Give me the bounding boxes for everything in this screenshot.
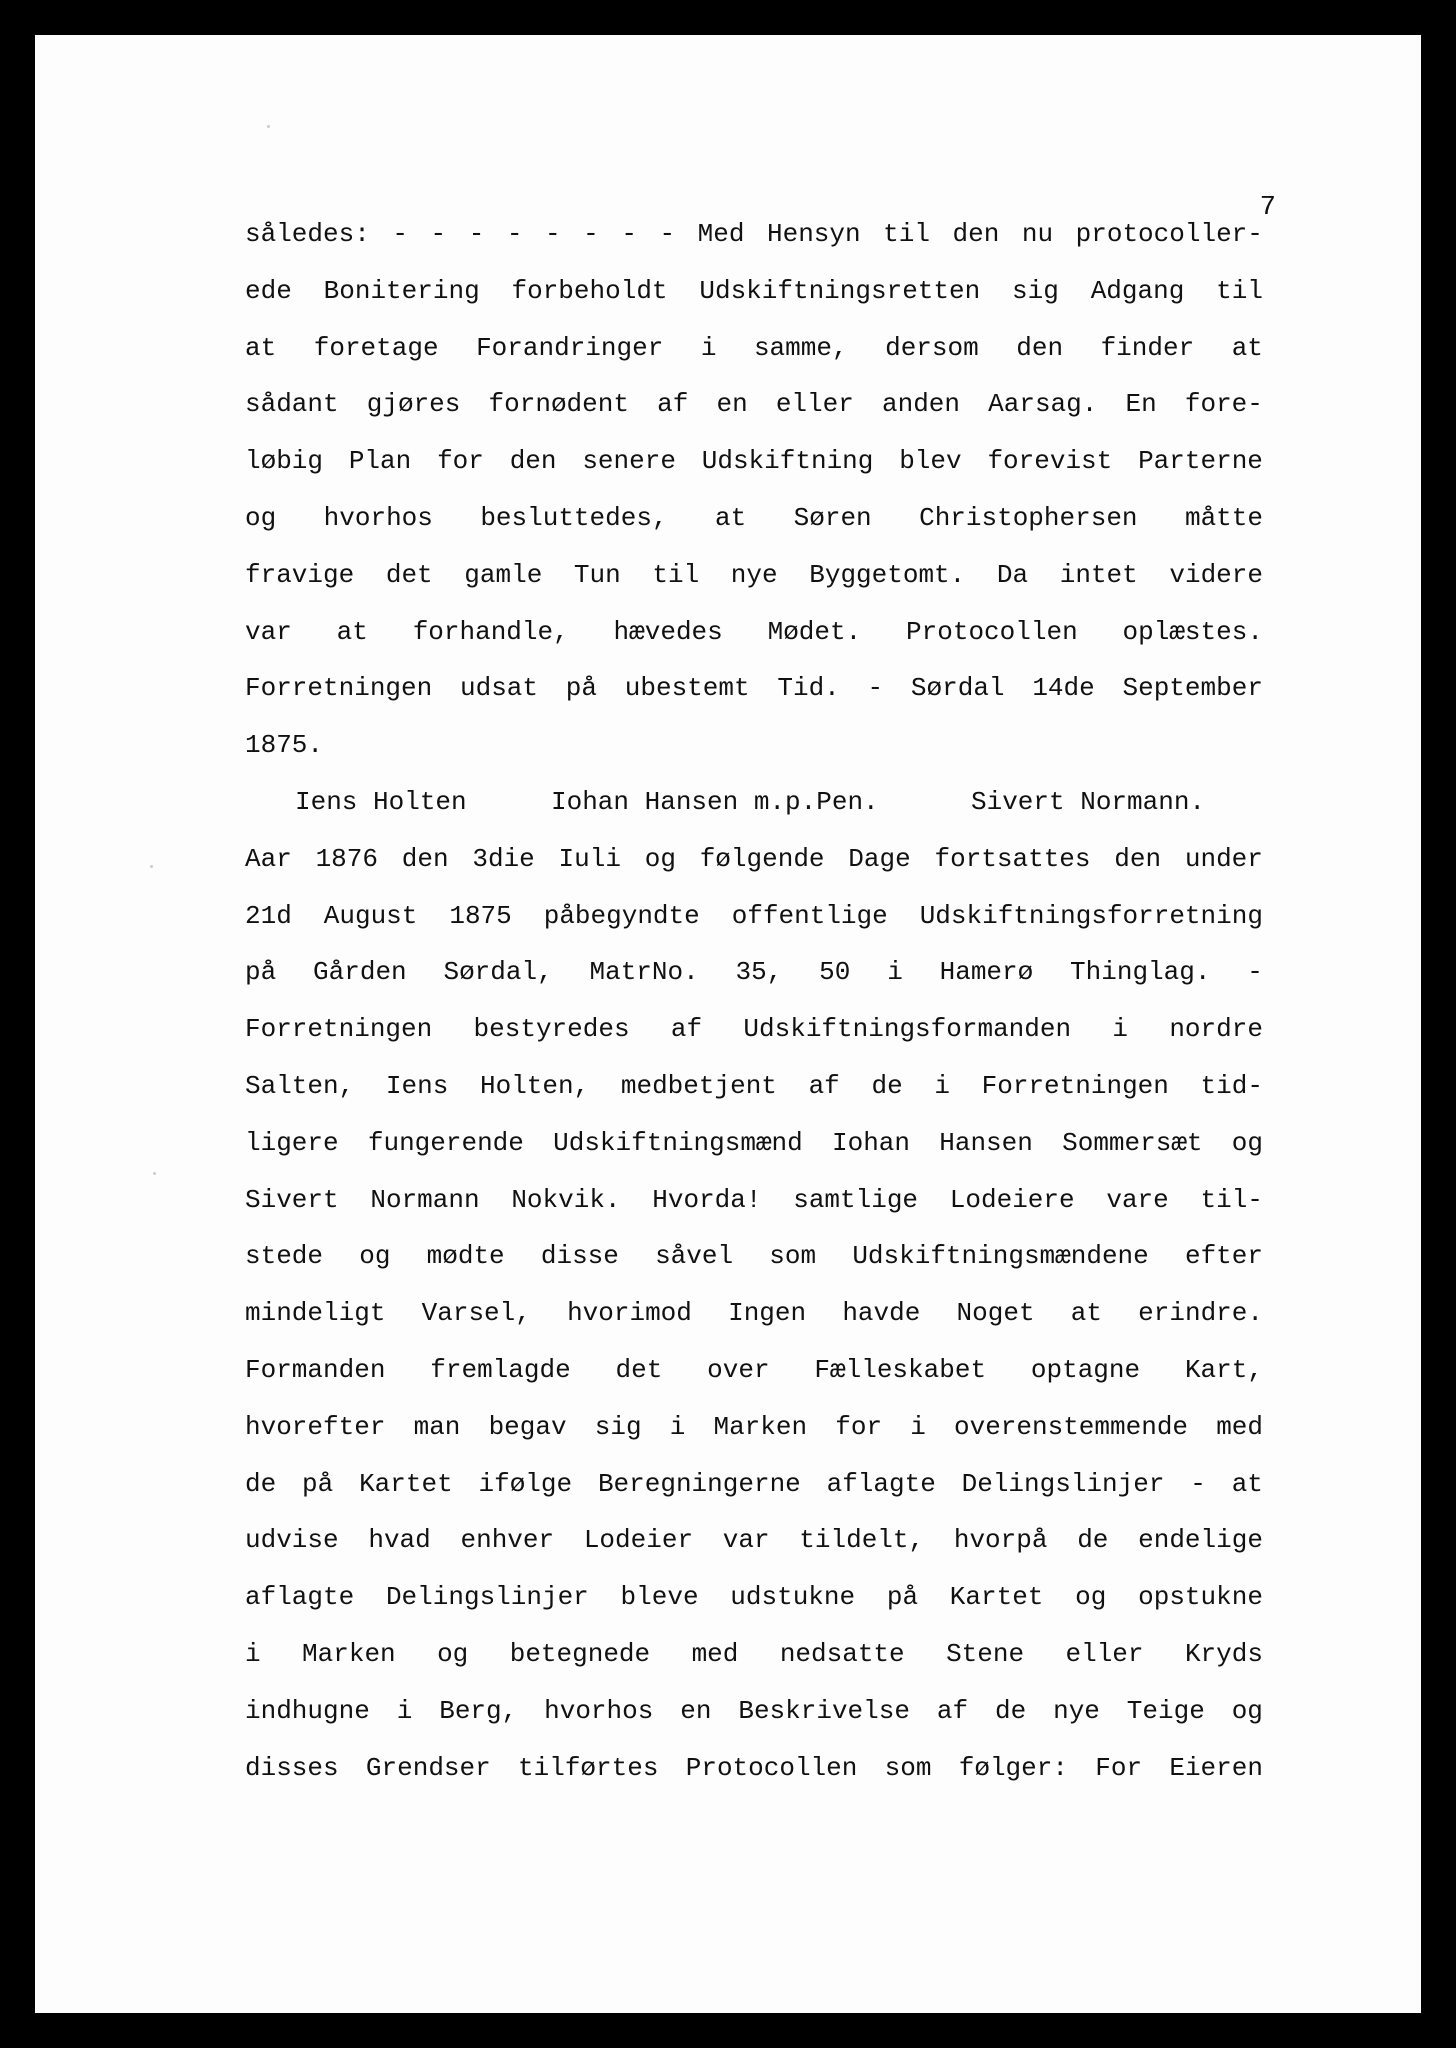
word: bestyredes (473, 1014, 630, 1045)
text-line (245, 1399, 1263, 1456)
word: og (359, 1241, 391, 1272)
word: Byggetomt. (809, 559, 966, 590)
word: Holten, (479, 1070, 590, 1101)
word: Forretningen (245, 673, 433, 704)
word: at (245, 332, 277, 363)
word: af (657, 389, 689, 420)
word: ligere (245, 1127, 339, 1158)
word: Beregningerne (597, 1468, 801, 1499)
word: til (883, 219, 930, 249)
word: forbeholdt (511, 275, 668, 306)
word: de (1077, 1525, 1109, 1556)
word: og (245, 502, 277, 533)
word: Udskiftningsmænd (553, 1127, 803, 1158)
word: at (714, 502, 747, 533)
text-line (245, 604, 1263, 661)
word: Hvorda! (652, 1184, 762, 1215)
word: medbetjent (620, 1070, 777, 1101)
word: offentlige (731, 900, 888, 931)
word: - (1190, 1468, 1206, 1499)
word: tildelt, (799, 1525, 925, 1556)
word: hvorhos (323, 502, 433, 533)
word: finder (1100, 332, 1195, 363)
word: videre (1169, 559, 1263, 590)
word: af (670, 1014, 703, 1045)
word: med (691, 1638, 739, 1669)
word: hvorpå (953, 1525, 1048, 1556)
word: Protocollen (906, 616, 1078, 647)
word: som (769, 1241, 817, 1272)
word: udsat (460, 673, 539, 704)
text-line (245, 206, 1263, 263)
word: tid- (1200, 1070, 1263, 1101)
word: aflagte (826, 1468, 936, 1499)
word: på (302, 1468, 334, 1499)
word: begav (488, 1411, 567, 1442)
text-line (245, 944, 1263, 1001)
body-text (245, 206, 1265, 1796)
word: Mødet. (767, 616, 862, 647)
text-line (245, 660, 1263, 717)
word: Aar (245, 843, 292, 874)
text-line (245, 1626, 1263, 1683)
word: forevist (987, 446, 1113, 477)
word: fore- (1184, 389, 1263, 420)
word: - (583, 219, 599, 249)
word: anden (881, 389, 960, 420)
text-line (245, 1228, 1263, 1285)
word: eller (1065, 1638, 1144, 1669)
text-line (245, 831, 1263, 888)
word: betegnede (509, 1638, 651, 1669)
word: Noget (956, 1298, 1035, 1329)
word: 1876 (315, 843, 378, 874)
text-line (245, 433, 1263, 490)
word: Marken (302, 1638, 396, 1669)
word: senere (582, 446, 676, 477)
word: 14de (1032, 673, 1095, 704)
text-line (245, 1058, 1263, 1115)
page-number: 7 (1259, 193, 1276, 223)
word: og (644, 843, 676, 874)
word: den (1114, 843, 1162, 874)
word: fortsattes (934, 843, 1091, 874)
word: af (808, 1070, 840, 1101)
text-line: 1875. (245, 730, 324, 761)
word: blev (899, 446, 962, 477)
text-line (245, 376, 1263, 433)
word: følgende (699, 843, 825, 874)
word: endelige (1138, 1525, 1263, 1556)
word: Adgang (1090, 275, 1185, 306)
word: vare (1106, 1184, 1169, 1215)
word: Lodeier (583, 1525, 694, 1556)
word: af (936, 1695, 969, 1726)
word: nye (1053, 1695, 1100, 1726)
word: Med (697, 219, 745, 249)
word: 1875 (449, 900, 512, 931)
word: gjøres (366, 389, 461, 420)
word: disses (245, 1752, 339, 1783)
word: eller (775, 389, 854, 420)
text-line (245, 1172, 1263, 1229)
word: Aarsag. (988, 389, 1098, 420)
word: Kartet (949, 1582, 1044, 1613)
word: var (245, 616, 292, 647)
text-line (245, 1569, 1263, 1626)
text-line (245, 888, 1263, 945)
word: at (336, 616, 368, 647)
word: oplæstes. (1122, 616, 1263, 647)
word: Eieren (1169, 1752, 1263, 1783)
word: besluttedes, (480, 502, 668, 533)
word: Da (996, 559, 1029, 590)
word: i (1112, 1014, 1128, 1045)
word: - (506, 219, 523, 249)
word: nye (730, 559, 778, 590)
word: efter (1184, 1241, 1263, 1272)
word: og (1231, 1695, 1263, 1726)
word: forhandle, (412, 616, 569, 647)
word: nu (1021, 219, 1054, 249)
word: Parterne (1138, 446, 1263, 477)
word: opstukne (1138, 1582, 1263, 1613)
word: ede (245, 275, 292, 306)
word: Udskiftningsretten (699, 275, 981, 306)
word: hvad (368, 1525, 431, 1556)
word: den (401, 843, 449, 874)
text-line (245, 263, 1263, 320)
word: ubestemt (624, 673, 750, 704)
word: den (952, 219, 1000, 249)
word: enhver (460, 1525, 555, 1556)
word: fungerende (367, 1127, 524, 1158)
word: Bonitering (323, 275, 480, 306)
word: i (396, 1695, 413, 1726)
word: til (652, 559, 700, 590)
word: således: (245, 219, 370, 249)
word: Forretningen (981, 1070, 1169, 1101)
text-line (245, 547, 1263, 604)
word: Iuli (558, 843, 621, 874)
word: Udskiftningsformanden (743, 1014, 1072, 1045)
word: Tun (573, 559, 621, 590)
word: Sommersæt (1062, 1127, 1203, 1158)
word: En (1125, 389, 1157, 420)
word: Christophersen (919, 502, 1138, 533)
scan-speck (267, 125, 270, 128)
word: mødte (426, 1241, 505, 1272)
word: Teige (1126, 1695, 1205, 1726)
word: udstukne (730, 1582, 856, 1613)
word: de (871, 1070, 903, 1101)
word: nordre (1169, 1014, 1263, 1045)
word: protocoller- (1075, 219, 1263, 249)
word: sig (594, 1411, 642, 1442)
word: - (468, 219, 485, 249)
word: Delingslinjer (385, 1582, 589, 1613)
text-line (245, 490, 1263, 547)
word: 50 (819, 957, 851, 988)
word: disse (540, 1241, 619, 1272)
word: Udskiftning (701, 446, 874, 477)
word: tilførtes (518, 1752, 659, 1783)
word: Nokvik. (511, 1184, 621, 1215)
word: de (245, 1468, 277, 1499)
word: Sørdal, (443, 957, 553, 988)
word: og (1075, 1582, 1107, 1613)
word: måtte (1184, 502, 1263, 533)
word: på (245, 957, 277, 988)
word: som (884, 1752, 932, 1783)
word: hvorhos (544, 1695, 654, 1726)
word: 21d (245, 900, 292, 931)
word: - (392, 219, 408, 249)
word: på (886, 1582, 919, 1613)
word: Varsel, (421, 1298, 531, 1329)
text-line (245, 1115, 1263, 1172)
word: September (1122, 673, 1263, 704)
word: Kryds (1184, 1638, 1263, 1669)
word: på (565, 673, 597, 704)
word: Salten, (245, 1070, 355, 1101)
word: Forandringer (476, 332, 664, 363)
word: MatrNo. (589, 957, 699, 988)
word: Udskiftningsforretning (919, 900, 1263, 931)
word: Sørdal (910, 673, 1005, 704)
word: det (615, 1354, 663, 1385)
word: for (835, 1411, 883, 1442)
word: i (700, 332, 717, 363)
word: fornødent (488, 389, 629, 420)
word: løbig (245, 446, 324, 477)
word: såvel (655, 1241, 734, 1272)
word: i (245, 1638, 261, 1669)
word: Hensyn (766, 219, 861, 249)
word: udvise (245, 1525, 339, 1556)
word: Plan (348, 446, 412, 477)
word: for (437, 446, 484, 477)
word: den (1016, 332, 1064, 363)
word: Normann (370, 1184, 480, 1215)
word: og (1231, 1127, 1263, 1158)
text-line (245, 1683, 1263, 1740)
word: intet (1059, 559, 1138, 590)
word: Lodeiere (949, 1184, 1075, 1215)
text-line (245, 1512, 1263, 1569)
word: hvorefter (245, 1411, 386, 1442)
paragraph-minutes-1875 (245, 206, 1265, 774)
word: Delingslinjer (961, 1468, 1165, 1499)
word: nedsatte (779, 1638, 905, 1669)
word: stede (245, 1241, 324, 1272)
paragraph-minutes-1876 (245, 831, 1265, 1797)
word: Kart, (1184, 1354, 1263, 1385)
word: med (1216, 1411, 1263, 1442)
text-line (245, 1740, 1263, 1797)
word: indhugne (245, 1695, 370, 1726)
word: Marken (713, 1411, 808, 1442)
text-line (245, 320, 1263, 377)
word: en (680, 1695, 712, 1726)
word: mindeligt (245, 1298, 386, 1329)
word: Sivert (245, 1184, 339, 1215)
word: fremlagde (430, 1354, 571, 1385)
word: en (716, 389, 748, 420)
word: Fælleskabet (814, 1354, 987, 1385)
word: Hamerø (939, 957, 1034, 988)
word: fravige (245, 559, 355, 590)
signature-iohan-hansen: Iohan Hansen m.p.Pen. (551, 786, 879, 817)
word: 35, (735, 957, 783, 988)
signature-iens-holten: Iens Holten (295, 786, 467, 817)
word: Grendser (365, 1752, 491, 1783)
word: Hansen (939, 1127, 1033, 1158)
text-line (245, 1342, 1263, 1399)
word: overenstemmende (953, 1411, 1189, 1442)
word: gamle (464, 559, 543, 590)
word: under (1184, 843, 1263, 874)
scan-speck (153, 1172, 156, 1175)
word: i (910, 1411, 926, 1442)
signature-line (245, 774, 1265, 831)
word: Udskiftningsmændene (852, 1241, 1149, 1272)
text-line (245, 1285, 1263, 1342)
word: - (867, 673, 884, 704)
word: samme, (753, 332, 848, 363)
word: - (545, 219, 561, 249)
word: over (707, 1354, 770, 1385)
word: Protocollen (685, 1752, 858, 1783)
word: dersom (885, 332, 979, 363)
word: aflagte (245, 1582, 355, 1613)
word: Stene (946, 1638, 1025, 1669)
text-line (245, 1456, 1263, 1513)
word: Iens (385, 1070, 449, 1101)
word: i (669, 1411, 686, 1442)
word: Iohan (832, 1127, 911, 1158)
word: i (887, 957, 903, 988)
word: man (413, 1411, 461, 1442)
word: følger: (958, 1752, 1068, 1783)
signature-sivert-normann: Sivert Normann. (971, 786, 1206, 817)
word: i (934, 1070, 950, 1101)
word: - (1247, 957, 1263, 988)
word: hævedes (613, 616, 723, 647)
word: det (385, 559, 433, 590)
word: de (994, 1695, 1027, 1726)
word: sig (1012, 275, 1059, 306)
word: Kartet (359, 1468, 453, 1499)
word: optagne (1030, 1354, 1141, 1385)
word: til- (1200, 1184, 1263, 1215)
word: havde (842, 1298, 921, 1329)
word: bleve (620, 1582, 699, 1613)
word: For (1095, 1752, 1143, 1783)
word: Formanden (245, 1354, 386, 1385)
word: at (1231, 1468, 1263, 1499)
word: August (323, 900, 418, 931)
word: Thinglag. (1070, 957, 1211, 988)
word: Søren (793, 502, 872, 533)
word: ifølge (478, 1468, 573, 1499)
text-line (245, 1001, 1263, 1058)
word: Beskrivelse (738, 1695, 910, 1726)
word: at (1070, 1298, 1102, 1329)
word: at (1231, 332, 1263, 363)
word: Tid. (777, 673, 840, 704)
word: var (722, 1525, 770, 1556)
word: den (509, 446, 557, 477)
word: Dage (848, 843, 911, 874)
word: Berg, (439, 1695, 518, 1726)
word: Forretningen (245, 1014, 433, 1045)
word: og (437, 1638, 469, 1669)
word: erindre. (1138, 1298, 1263, 1329)
word: påbegyndte (543, 900, 700, 931)
word: sådant (245, 389, 339, 420)
word: - (621, 219, 637, 249)
word: - (430, 219, 447, 249)
word: Gården (313, 957, 407, 988)
word: til (1216, 275, 1263, 306)
word: 3die (472, 843, 535, 874)
document-page (35, 35, 1421, 2013)
word: - (659, 219, 676, 249)
word: samtlige (793, 1184, 919, 1215)
word: foretage (313, 332, 439, 363)
word: hvorimod (567, 1298, 692, 1329)
word: Ingen (728, 1298, 807, 1329)
scan-speck (150, 865, 153, 868)
